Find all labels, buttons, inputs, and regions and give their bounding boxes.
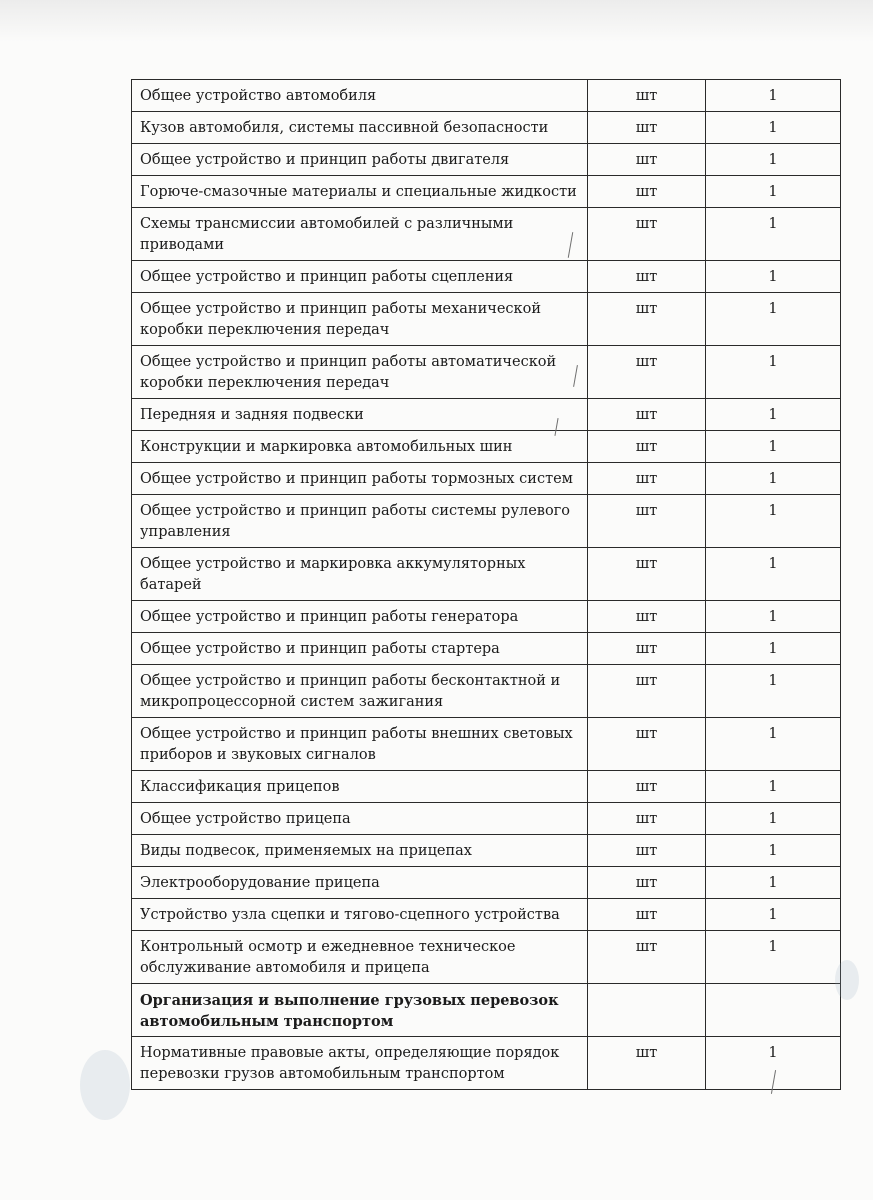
table-row bbox=[132, 899, 841, 931]
quantity-cell: 1 bbox=[706, 835, 841, 867]
item-name-cell: Общее устройство прицепа bbox=[132, 803, 588, 835]
table-row bbox=[132, 176, 841, 208]
unit-cell: шт bbox=[588, 208, 706, 261]
item-name-cell: Конструкции и маркировка автомобильных шин bbox=[132, 431, 588, 463]
table-row bbox=[132, 1037, 841, 1090]
unit-cell: шт bbox=[588, 771, 706, 803]
item-name-cell: Организация и выполнение грузовых перевозок автомобильным транспортом bbox=[132, 984, 588, 1037]
quantity-cell: 1 bbox=[706, 803, 841, 835]
unit-cell: шт bbox=[588, 176, 706, 208]
table-row bbox=[132, 144, 841, 176]
quantity-cell: 1 bbox=[706, 293, 841, 346]
quantity-cell: 1 bbox=[706, 548, 841, 601]
unit-cell: шт bbox=[588, 867, 706, 899]
unit-cell: шт bbox=[588, 803, 706, 835]
quantity-cell: 1 bbox=[706, 176, 841, 208]
unit-cell: шт bbox=[588, 931, 706, 984]
quantity-cell bbox=[706, 984, 841, 1037]
scan-smudge bbox=[80, 1050, 130, 1120]
quantity-cell: 1 bbox=[706, 80, 841, 112]
item-name-cell: Горюче-смазочные материалы и специальные жидкости bbox=[132, 176, 588, 208]
unit-cell: шт bbox=[588, 463, 706, 495]
item-name-cell: Общее устройство и принцип работы тормозных систем bbox=[132, 463, 588, 495]
item-name-cell: Общее устройство и маркировка аккумуляторных батарей bbox=[132, 548, 588, 601]
quantity-cell: 1 bbox=[706, 1037, 841, 1090]
table-body bbox=[132, 80, 841, 1090]
unit-cell: шт bbox=[588, 899, 706, 931]
table-row bbox=[132, 548, 841, 601]
table-row bbox=[132, 665, 841, 718]
quantity-cell: 1 bbox=[706, 463, 841, 495]
quantity-cell: 1 bbox=[706, 112, 841, 144]
unit-cell: шт bbox=[588, 261, 706, 293]
quantity-cell: 1 bbox=[706, 771, 841, 803]
table-row bbox=[132, 803, 841, 835]
table-row bbox=[132, 346, 841, 399]
item-name-cell: Общее устройство и принцип работы двигателя bbox=[132, 144, 588, 176]
scan-smudge bbox=[835, 960, 859, 1000]
quantity-cell: 1 bbox=[706, 399, 841, 431]
table-row bbox=[132, 431, 841, 463]
table-row bbox=[132, 293, 841, 346]
quantity-cell: 1 bbox=[706, 208, 841, 261]
unit-cell: шт bbox=[588, 399, 706, 431]
item-name-cell: Контрольный осмотр и ежедневное техническое обслуживание автомобиля и прицепа bbox=[132, 931, 588, 984]
item-name-cell: Электрооборудование прицепа bbox=[132, 867, 588, 899]
table-row bbox=[132, 931, 841, 984]
table-row bbox=[132, 601, 841, 633]
quantity-cell: 1 bbox=[706, 633, 841, 665]
quantity-cell: 1 bbox=[706, 899, 841, 931]
table-row bbox=[132, 984, 841, 1037]
unit-cell: шт bbox=[588, 346, 706, 399]
item-name-cell: Общее устройство и принцип работы бесконтактной и микропроцессорной систем зажигания bbox=[132, 665, 588, 718]
unit-cell: шт bbox=[588, 495, 706, 548]
unit-cell: шт bbox=[588, 633, 706, 665]
unit-cell: шт bbox=[588, 835, 706, 867]
quantity-cell: 1 bbox=[706, 346, 841, 399]
item-name-cell: Общее устройство и принцип работы стартера bbox=[132, 633, 588, 665]
item-name-cell: Нормативные правовые акты, определяющие порядок перевозки грузов автомобильным транспортом bbox=[132, 1037, 588, 1090]
table-row bbox=[132, 208, 841, 261]
table-row bbox=[132, 835, 841, 867]
item-name-cell: Общее устройство автомобиля bbox=[132, 80, 588, 112]
table-row bbox=[132, 495, 841, 548]
equipment-table bbox=[131, 79, 841, 1090]
item-name-cell: Общее устройство и принцип работы автоматической коробки переключения передач bbox=[132, 346, 588, 399]
item-name-cell: Схемы трансмиссии автомобилей с различными приводами bbox=[132, 208, 588, 261]
item-name-cell: Общее устройство и принцип работы генератора bbox=[132, 601, 588, 633]
table-row bbox=[132, 261, 841, 293]
unit-cell: шт bbox=[588, 665, 706, 718]
unit-cell: шт bbox=[588, 80, 706, 112]
unit-cell: шт bbox=[588, 144, 706, 176]
item-name-cell: Общее устройство и принцип работы системы рулевого управления bbox=[132, 495, 588, 548]
unit-cell: шт bbox=[588, 601, 706, 633]
table-row bbox=[132, 771, 841, 803]
table-row bbox=[132, 718, 841, 771]
unit-cell: шт bbox=[588, 431, 706, 463]
unit-cell: шт bbox=[588, 293, 706, 346]
table-row bbox=[132, 633, 841, 665]
unit-cell bbox=[588, 984, 706, 1037]
table-row bbox=[132, 463, 841, 495]
quantity-cell: 1 bbox=[706, 931, 841, 984]
table-row bbox=[132, 80, 841, 112]
unit-cell: шт bbox=[588, 1037, 706, 1090]
unit-cell: шт bbox=[588, 718, 706, 771]
item-name-cell: Общее устройство и принцип работы внешних световых приборов и звуковых сигналов bbox=[132, 718, 588, 771]
unit-cell: шт bbox=[588, 548, 706, 601]
unit-cell: шт bbox=[588, 112, 706, 144]
quantity-cell: 1 bbox=[706, 144, 841, 176]
item-name-cell: Виды подвесок, применяемых на прицепах bbox=[132, 835, 588, 867]
quantity-cell: 1 bbox=[706, 867, 841, 899]
item-name-cell: Устройство узла сцепки и тягово-сцепного устройства bbox=[132, 899, 588, 931]
quantity-cell: 1 bbox=[706, 601, 841, 633]
table-row bbox=[132, 867, 841, 899]
quantity-cell: 1 bbox=[706, 718, 841, 771]
table-row bbox=[132, 112, 841, 144]
quantity-cell: 1 bbox=[706, 665, 841, 718]
item-name-cell: Классификация прицепов bbox=[132, 771, 588, 803]
table-row bbox=[132, 399, 841, 431]
item-name-cell: Общее устройство и принцип работы сцепления bbox=[132, 261, 588, 293]
quantity-cell: 1 bbox=[706, 495, 841, 548]
item-name-cell: Общее устройство и принцип работы механической коробки переключения передач bbox=[132, 293, 588, 346]
quantity-cell: 1 bbox=[706, 261, 841, 293]
item-name-cell: Передняя и задняя подвески bbox=[132, 399, 588, 431]
item-name-cell: Кузов автомобиля, системы пассивной безопасности bbox=[132, 112, 588, 144]
quantity-cell: 1 bbox=[706, 431, 841, 463]
scan-shadow bbox=[0, 0, 873, 42]
